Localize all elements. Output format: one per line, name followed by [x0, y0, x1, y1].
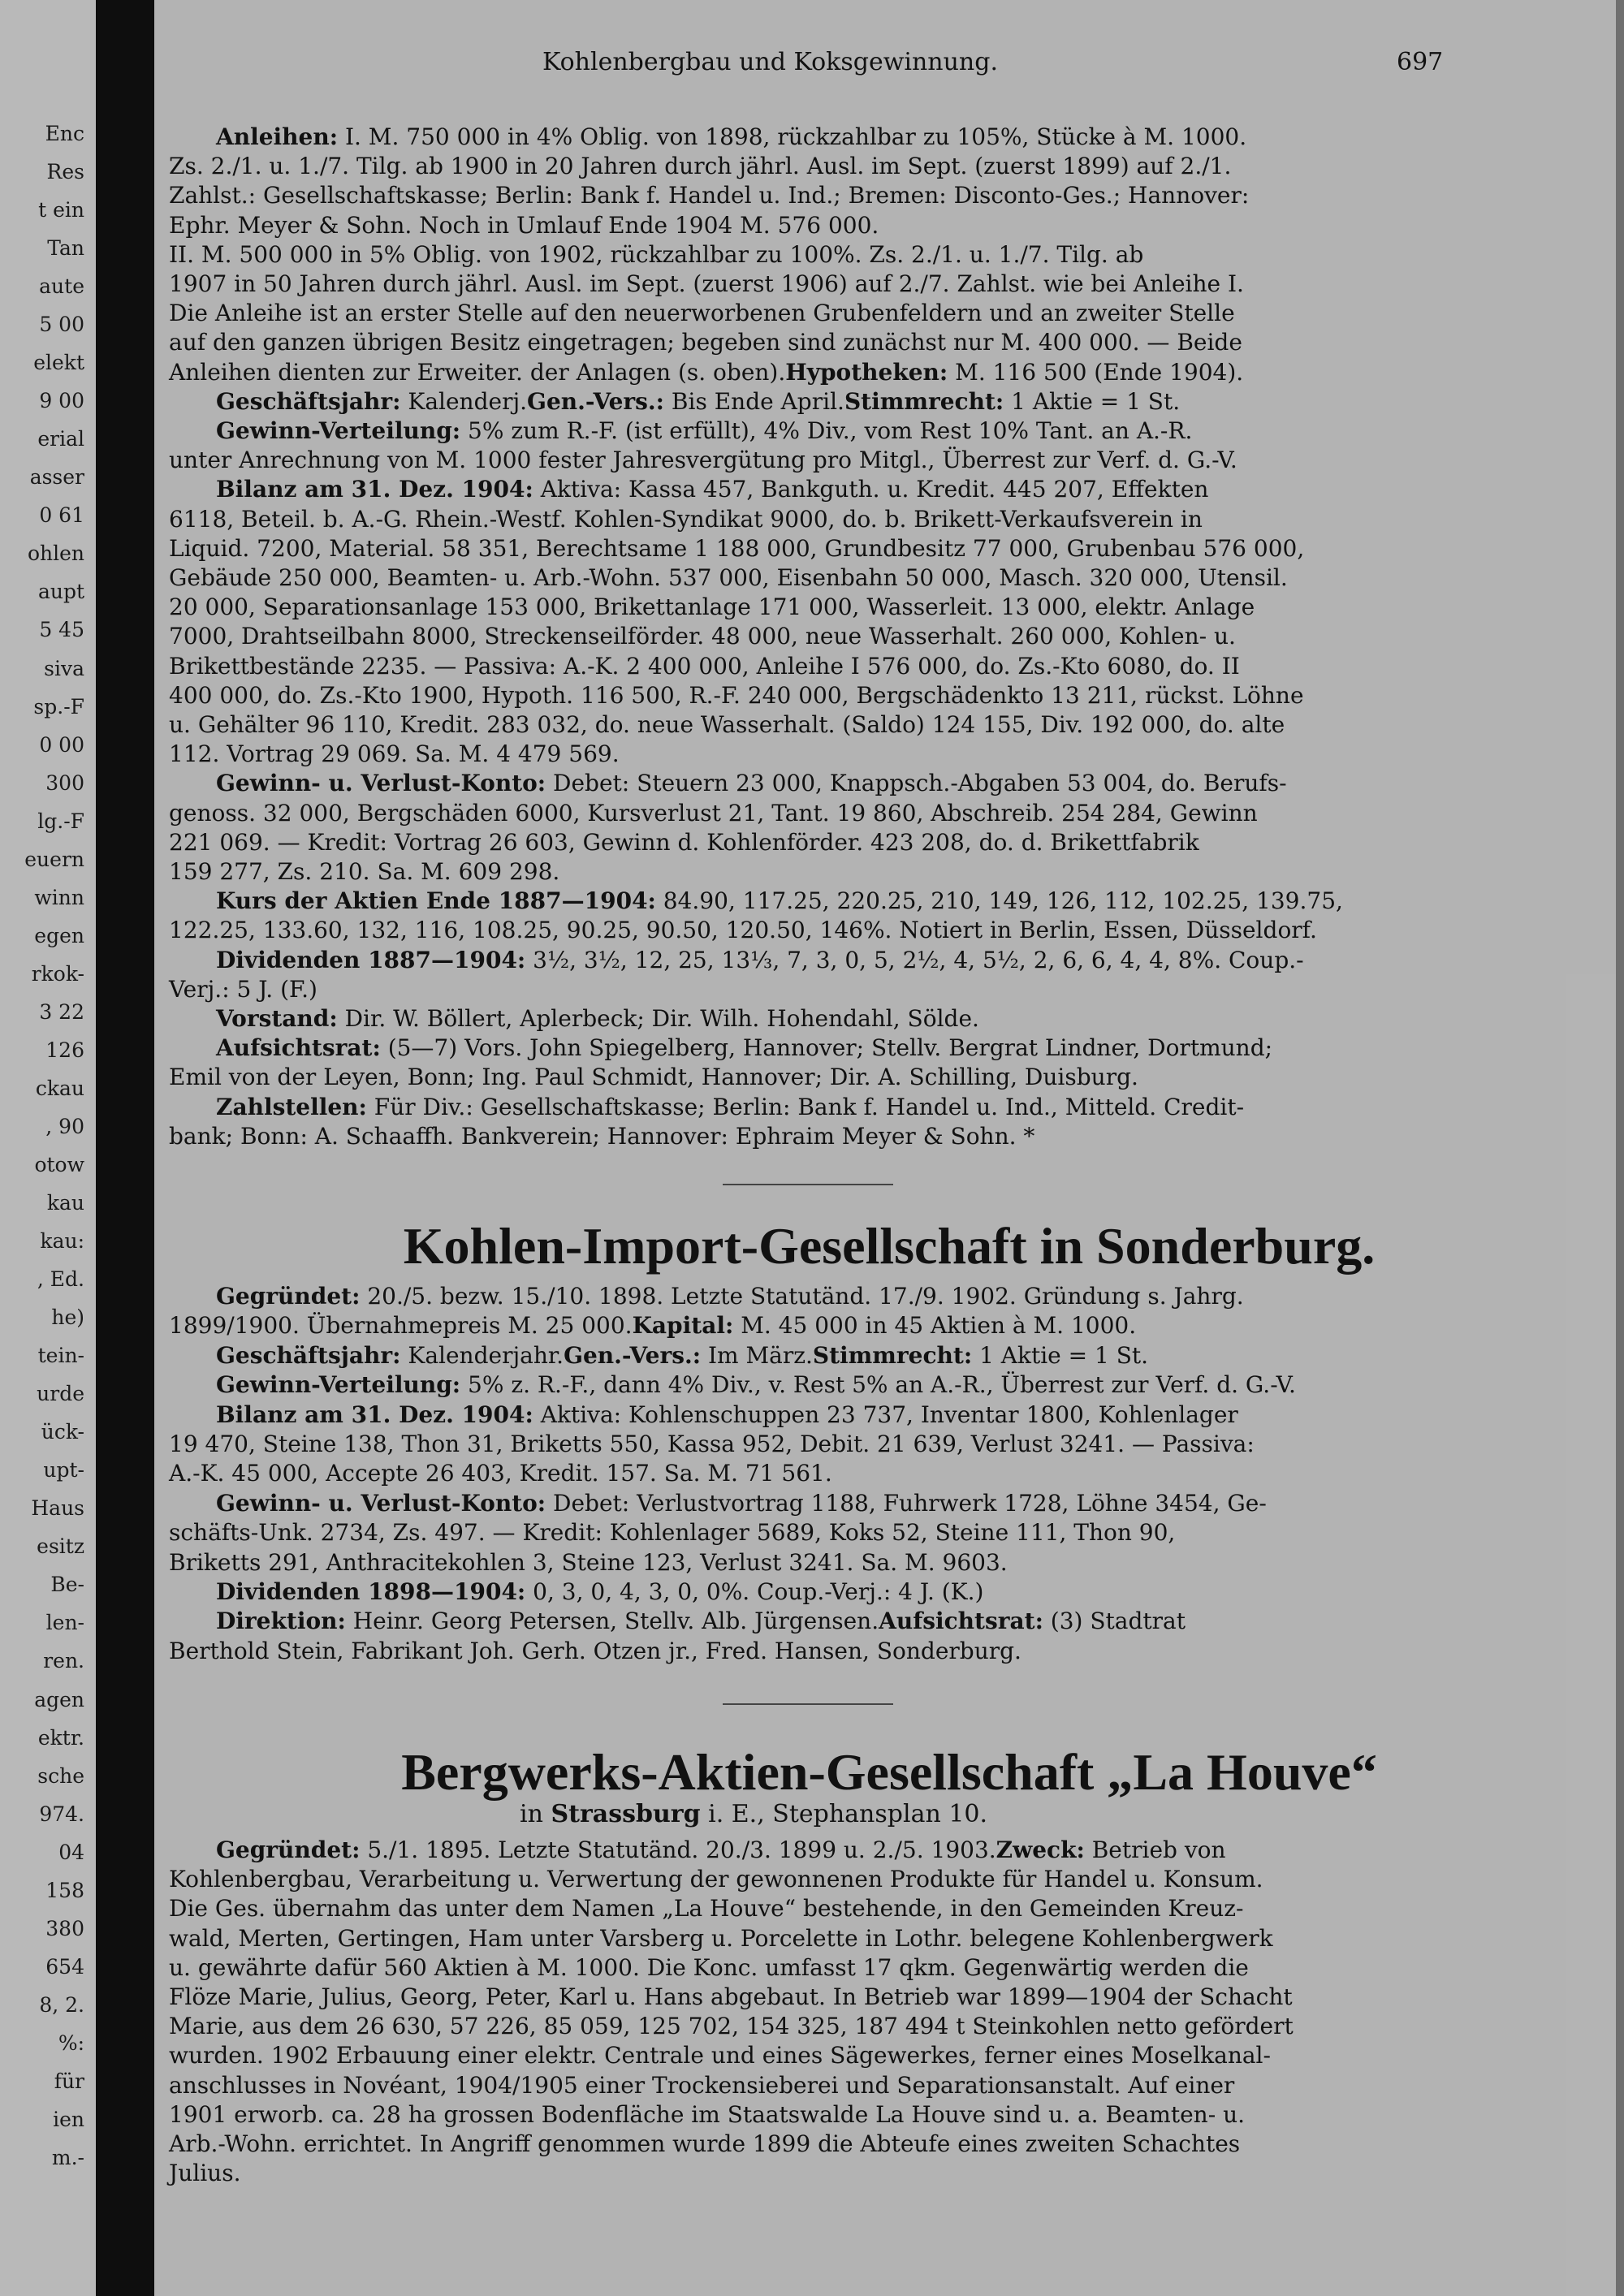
text-line	[169, 1895, 1244, 1922]
text-line	[216, 1578, 983, 1605]
field-label: Zweck:	[996, 1836, 1085, 1863]
left-page-fragment: 158	[45, 1878, 84, 1902]
field-text: Flöze Marie, Julius, Georg, Peter, Karl u. Hans abgebaut. In Betrieb war 1899—1904 der Schacht	[169, 1983, 1293, 2010]
text-line	[169, 447, 1237, 473]
field-label: Kapital:	[632, 1312, 734, 1340]
text-line	[169, 2072, 1234, 2099]
field-text: A.-K. 45 000, Accepte 26 403, Kredit. 157. Sa. M. 71 561.	[169, 1460, 832, 1487]
page-edge	[1616, 0, 1624, 2296]
field-text: Aktiva: Kassa 457, Bankguth. u. Kredit. 445 207, Effekten	[533, 476, 1209, 503]
section-divider	[723, 1184, 893, 1185]
field-text: Julius.	[169, 2160, 241, 2187]
field-text: Kohlenbergbau, Verarbeitung u. Verwertung der gewonnenen Produkte für Handel u. Konsum.	[169, 1866, 1263, 1893]
left-page-fragment: Enc	[45, 122, 84, 145]
left-page-fragment: he)	[51, 1306, 84, 1330]
field-text: Berthold Stein, Fabrikant Joh. Gerh. Otzen jr., Fred. Hansen, Sonderburg.	[169, 1637, 1021, 1664]
left-page-fragment: ück-	[41, 1420, 84, 1444]
left-page-fragment: 04	[58, 1840, 84, 1864]
field-text: 20./5. bezw. 15./10. 1898. Letzte Statutänd. 17./9. 1902. Gründung s. Jahrg.	[360, 1283, 1244, 1310]
left-page-fragment: Tan	[47, 236, 84, 261]
left-page-fragment: 380	[45, 1916, 84, 1940]
left-page-margin	[0, 0, 96, 2296]
text-line	[169, 976, 317, 1003]
text-line	[169, 829, 1199, 856]
text-line	[216, 1005, 979, 1032]
field-text: I. M. 750 000 in 4% Oblig. von 1898, rückzahlbar zu 105%, Stücke à M. 1000.	[338, 123, 1247, 150]
book-gutter	[96, 0, 154, 2296]
left-page-fragment: esitz	[37, 1534, 84, 1559]
field-text: Briketts 291, Anthracitekohlen 3, Steine 123, Verlust 3241. Sa. M. 9603.	[169, 1548, 1008, 1576]
paper-sheen	[1535, 974, 1624, 2296]
text-line	[169, 1925, 1273, 1952]
left-page-fragment: aupt	[37, 580, 84, 604]
text-line	[169, 858, 559, 885]
text-line	[169, 2101, 1245, 2128]
left-page-fragment: Haus	[31, 1496, 84, 1521]
field-text: 6118, Beteil. b. A.-G. Rhein.-Westf. Kohlen-Syndikat 9000, do. b. Brikett-Verkaufsverein in	[169, 505, 1203, 533]
text-line	[169, 535, 1304, 562]
field-text: Marie, aus dem 26 630, 57 226, 85 059, 125 702, 154 325, 187 494 t Steinkohlen netto gefördert	[169, 2013, 1294, 2040]
field-label: Gegründet:	[216, 1283, 361, 1310]
text-line	[169, 241, 1143, 268]
field-text: Verj.: 5 J. (F.)	[169, 975, 317, 1003]
field-text: 84.90, 117.25, 220.25, 210, 149, 126, 112, 102.25, 139.75,	[655, 887, 1343, 915]
subtitle-city: Strassburg	[551, 1800, 701, 1828]
left-page-fragment: ren.	[43, 1649, 84, 1673]
text-line	[216, 1401, 1238, 1428]
left-page-fragment: Res	[46, 160, 84, 184]
field-label: Zahlstellen:	[216, 1093, 367, 1120]
left-page-fragment: kau:	[40, 1229, 84, 1254]
field-label: Gen.-Vers.:	[564, 1341, 702, 1369]
text-line	[169, 1983, 1293, 2010]
field-text: 1901 erworb. ca. 28 ha grossen Bodenfläche im Staatswalde La Houve sind u. a. Beamten- u.	[169, 2100, 1245, 2128]
field-text: genoss. 32 000, Bergschäden 6000, Kursverlust 21, Tant. 19 860, Abschreib. 254 284, Gewinn	[169, 799, 1258, 826]
subtitle-suffix: i. E., Stephansplan 10.	[700, 1800, 988, 1828]
text-line	[169, 212, 879, 239]
field-label: Direktion:	[216, 1608, 346, 1635]
left-page-fragment: für	[54, 2069, 84, 2093]
left-page-fragment: t ein	[38, 198, 84, 222]
text-line	[169, 153, 1231, 179]
left-page-fragment: agen	[34, 1687, 84, 1711]
text-line	[169, 2160, 240, 2186]
left-page-fragment: , Ed.	[37, 1267, 84, 1292]
field-text: wald, Merten, Gertingen, Ham unter Varsberg u. Porcelette in Lothr. belegene Kohlenbergwerk	[169, 1924, 1273, 1952]
left-page-fragment: m.-	[51, 2145, 84, 2169]
field-text: M. 116 500 (Ende 1904).	[948, 358, 1244, 386]
field-text: 5./1. 1895. Letzte Statutänd. 20./3. 1899 u. 2./5. 1903.	[360, 1836, 996, 1863]
field-text: Betrieb von	[1084, 1836, 1226, 1863]
field-text: (3) Stadtrat	[1043, 1608, 1186, 1635]
left-page-fragment: 654	[45, 1954, 84, 1979]
left-page-fragment: euern	[24, 847, 84, 871]
field-text: 112. Vortrag 29 069. Sa. M. 4 479 569.	[169, 740, 620, 768]
field-text: Liquid. 7200, Material. 58 351, Berechtsame 1 188 000, Grundbesitz 77 000, Grubenbau 576 000,	[169, 534, 1305, 562]
field-text: Aktiva: Kohlenschuppen 23 737, Inventar 1800, Kohlenlager	[533, 1400, 1238, 1428]
text-line	[169, 1954, 1249, 1981]
field-label: Dividenden 1898—1904:	[216, 1578, 526, 1605]
text-line	[169, 917, 1317, 943]
text-line	[216, 1371, 1296, 1398]
field-text: anschlusses in Novéant, 1904/1905 einer Trockensieberei und Separationsanstalt. Auf einer	[169, 2071, 1235, 2099]
field-text: u. Gehälter 96 110, Kredit. 283 032, do. neue Wasserhalt. (Saldo) 124 155, Div. 192 000, do. alte	[169, 711, 1285, 738]
field-text: 400 000, do. Zs.-Kto 1900, Hypoth. 116 500, R.-F. 240 000, Bergschädenkto 13 211, rückst. Löhne	[169, 681, 1304, 709]
field-text: 1 Aktie = 1 St.	[972, 1341, 1149, 1369]
field-text: wurden. 1902 Erbauung einer elektr. Centrale und eines Sägewerkes, ferner eines Moselkanal-	[169, 2042, 1271, 2069]
field-text: 0, 3, 0, 4, 3, 0, 0%. Coup.-Verj.: 4 J. (K.)	[525, 1578, 984, 1605]
text-line	[216, 417, 1192, 444]
left-page-fragment: upt-	[43, 1458, 84, 1482]
left-page-fragment: 300	[45, 770, 84, 795]
field-text: Anleihen dienten zur Erweiter. der Anlagen (s. oben).	[169, 358, 786, 386]
text-line	[169, 653, 1240, 680]
field-label: Gewinn- u. Verlust-Konto:	[216, 1489, 546, 1517]
running-header: Kohlenbergbau und Koksgewinnung.	[542, 48, 998, 76]
field-text: Debet: Verlustvortrag 1188, Fuhrwerk 1728, Löhne 3454, Ge-	[546, 1489, 1267, 1517]
field-label: Aufsichtsrat:	[216, 1034, 381, 1062]
left-page-fragment: sche	[37, 1763, 84, 1788]
field-label: Anleihen:	[216, 123, 339, 150]
left-page-fragment: len-	[45, 1611, 84, 1635]
field-text: Heinr. Georg Petersen, Stellv. Alb. Jürgensen.	[345, 1608, 879, 1635]
field-text: auf den ganzen übrigen Besitz eingetragen; begeben sind zunächst nur M. 400 000. — Beide	[169, 329, 1242, 356]
text-line	[169, 1312, 1136, 1339]
text-line	[169, 593, 1255, 620]
field-text: Kalenderj.	[400, 387, 528, 415]
text-line	[169, 2013, 1294, 2039]
field-text: Debet: Steuern 23 000, Knappsch.-Abgaben 53 004, do. Berufs-	[546, 770, 1287, 797]
left-page-fragment: aute	[39, 274, 84, 299]
text-line	[169, 506, 1203, 533]
field-text: Arb.-Wohn. errichtet. In Angriff genommen wurde 1899 die Abteufe eines zweiten Schachtes	[169, 2130, 1241, 2157]
text-line	[169, 1638, 1021, 1664]
left-page-fragment: lg.-F	[37, 809, 84, 833]
field-text: Emil von der Leyen, Bonn; Ing. Paul Schmidt, Hannover; Dir. A. Schilling, Duisburg.	[169, 1064, 1138, 1091]
text-line	[216, 1094, 1244, 1120]
field-text: Gebäude 250 000, Beamten- u. Arb.-Wohn. 537 000, Eisenbahn 50 000, Masch. 320 000, Utensil.	[169, 564, 1288, 591]
left-page-fragment: tein-	[37, 1344, 84, 1368]
field-text: schäfts-Unk. 2734, Zs. 497. — Kredit: Kohlenlager 5689, Koks 52, Steine 111, Thon 90,	[169, 1519, 1176, 1547]
left-page-fragment: winn	[34, 885, 84, 909]
left-page-fragment: 0 61	[39, 503, 84, 528]
field-text: 3½, 3½, 12, 25, 13⅓, 7, 3, 0, 5, 2½, 4, 5½, 2, 6, 6, 4, 4, 8%. Coup.-	[525, 946, 1304, 973]
left-page-fragment: urde	[37, 1382, 84, 1406]
subtitle-prefix: in	[520, 1800, 551, 1828]
section-divider	[723, 1703, 893, 1705]
field-label: Bilanz am 31. Dez. 1904:	[216, 1400, 533, 1428]
text-line	[169, 564, 1288, 591]
field-label: Gen.-Vers.:	[527, 387, 665, 415]
field-text: 159 277, Zs. 210. Sa. M. 609 298.	[169, 858, 560, 885]
text-line	[169, 1123, 1034, 1150]
field-label: Gegründet:	[216, 1836, 361, 1863]
field-label: Geschäftsjahr:	[216, 1341, 401, 1369]
field-text: 5% zum R.-F. (ist erfüllt), 4% Div., vom Rest 10% Tant. an A.-R.	[460, 417, 1193, 444]
text-line	[169, 2130, 1240, 2157]
text-line	[169, 2042, 1271, 2069]
text-line	[216, 887, 1343, 914]
field-text: Die Anleihe ist an erster Stelle auf den neuerworbenen Grubenfeldern und an zweiter Stelle	[169, 300, 1235, 327]
left-page-fragment: 126	[45, 1038, 84, 1062]
field-text: u. gewährte dafür 560 Aktien à M. 1000. Die Konc. umfasst 17 qkm. Gegenwärtig werden die	[169, 1953, 1249, 1981]
company3-title: Bergwerks-Aktien-Gesellschaft „La Houve“	[401, 1743, 1377, 1801]
left-page-fragment: 3 22	[39, 999, 84, 1024]
left-page-fragment: %:	[58, 2031, 84, 2055]
text-line	[216, 1034, 1272, 1061]
left-page-fragment: siva	[44, 656, 84, 680]
field-text: Dir. W. Böllert, Aplerbeck; Dir. Wilh. Hohendahl, Sölde.	[337, 1005, 979, 1032]
field-text: 7000, Drahtseilbahn 8000, Streckenseilförder. 48 000, neue Wasserhalt. 260 000, Kohlen- u.	[169, 623, 1236, 650]
left-page-fragment: asser	[29, 465, 84, 490]
left-page-fragment: ohlen	[27, 542, 84, 566]
field-label: Vorstand:	[216, 1005, 338, 1032]
text-line	[169, 623, 1236, 650]
field-label: Hypotheken:	[785, 358, 948, 386]
field-label: Gewinn- u. Verlust-Konto:	[216, 770, 546, 797]
text-line	[169, 1866, 1263, 1892]
left-page-fragment: 5 45	[39, 618, 84, 642]
field-text: 221 069. — Kredit: Vortrag 26 603, Gewinn d. Kohlenförder. 423 208, do. d. Brikettfabrik	[169, 828, 1199, 856]
company2-title: Kohlen-Import-Gesellschaft in Sonderburg.	[403, 1217, 1376, 1275]
left-page-fragment: rkok-	[31, 961, 84, 986]
text-line	[169, 1549, 1008, 1576]
field-text: M. 45 000 in 45 Aktien à M. 1000.	[733, 1312, 1137, 1340]
text-line	[216, 1342, 1148, 1369]
text-line	[216, 123, 1246, 150]
field-text: 1 Aktie = 1 St.	[1004, 387, 1181, 415]
text-line	[169, 329, 1242, 356]
field-label: Dividenden 1887—1904:	[216, 946, 526, 973]
text-line	[169, 682, 1304, 709]
field-label: Gewinn-Verteilung:	[216, 1371, 461, 1399]
text-line	[169, 800, 1258, 826]
field-text: unter Anrechnung von M. 1000 fester Jahresvergütung pro Mitgl., Überrest zur Verf. d. G.-V.	[169, 447, 1237, 474]
document-page	[154, 0, 1624, 2296]
text-line	[216, 1490, 1267, 1517]
left-page-fragment: sp.-F	[33, 694, 84, 719]
field-text: Bis Ende April.	[664, 387, 844, 415]
field-label: Aufsichtsrat:	[879, 1608, 1043, 1635]
text-line	[216, 1283, 1244, 1310]
field-text: Zahlst.: Gesellschaftskasse; Berlin: Bank f. Handel u. Ind.; Bremen: Disconto-Ges.; Hannover:	[169, 182, 1250, 209]
text-line	[216, 947, 1304, 973]
field-label: Stimmrecht:	[844, 387, 1004, 415]
left-page-fragment: 974.	[39, 1802, 84, 1826]
text-line	[169, 740, 620, 767]
left-page-fragment: otow	[34, 1153, 84, 1176]
text-line	[169, 1064, 1138, 1090]
left-page-fragment: , 90	[45, 1114, 84, 1138]
left-page-fragment: Be-	[50, 1573, 84, 1597]
field-label: Geschäftsjahr:	[216, 387, 401, 415]
company3-subtitle	[520, 1801, 987, 1828]
field-text: (5—7) Vors. John Spiegelberg, Hannover; Stellv. Bergrat Lindner, Dortmund;	[380, 1034, 1273, 1062]
field-text: bank; Bonn: A. Schaaffh. Bankverein; Hannover: Ephraim Meyer & Sohn. *	[169, 1122, 1035, 1150]
left-page-fragment: elekt	[33, 351, 84, 375]
left-page-fragment: 0 00	[39, 732, 84, 757]
field-label: Bilanz am 31. Dez. 1904:	[216, 476, 533, 503]
text-line	[169, 711, 1285, 738]
field-text: 19 470, Steine 138, Thon 31, Briketts 550, Kassa 952, Debit. 21 639, Verlust 3241. — Passiva:	[169, 1431, 1255, 1457]
field-text: Kalenderjahr.	[400, 1341, 564, 1369]
field-text: 1899/1900. Übernahmepreis M. 25 000.	[169, 1312, 633, 1340]
text-line	[169, 270, 1244, 297]
text-line	[216, 770, 1287, 796]
left-page-fragment: 9 00	[39, 389, 84, 413]
field-text: Brikettbestände 2235. — Passiva: A.-K. 2 400 000, Anleihe I 576 000, do. Zs.-Kto 6080, do. II	[169, 652, 1240, 680]
field-text: Im März.	[701, 1341, 813, 1369]
field-label: Kurs der Aktien Ende 1887—1904:	[216, 887, 656, 915]
text-line	[169, 1431, 1255, 1457]
left-page-fragment: erial	[37, 427, 84, 451]
text-line	[169, 300, 1235, 326]
field-text: Für Div.: Gesellschaftskasse; Berlin: Bank f. Handel u. Ind., Mitteld. Credit-	[366, 1093, 1245, 1120]
field-text: II. M. 500 000 in 5% Oblig. von 1902, rückzahlbar zu 100%. Zs. 2./1. u. 1./7. Tilg. ab	[169, 240, 1144, 268]
field-label: Gewinn-Verteilung:	[216, 417, 461, 444]
field-text: Ephr. Meyer & Sohn. Noch in Umlauf Ende 1904 M. 576 000.	[169, 211, 879, 239]
left-page-fragment: kau	[46, 1191, 84, 1215]
left-page-fragment: ektr.	[37, 1725, 84, 1750]
text-line	[216, 388, 1180, 415]
text-line	[169, 1460, 832, 1487]
field-text: 122.25, 133.60, 132, 116, 108.25, 90.25, 90.50, 120.50, 146%. Notiert in Berlin, Essen, Düsseldorf.	[169, 917, 1317, 944]
text-line	[216, 1836, 1226, 1863]
field-text: 1907 in 50 Jahren durch jährl. Ausl. im Sept. (zuerst 1906) auf 2./7. Zahlst. wie bei Anleihe I.	[169, 270, 1244, 297]
left-page-fragment: 5 00	[39, 313, 84, 337]
left-page-fragment: ien	[53, 2107, 84, 2131]
left-page-fragment: 8, 2.	[39, 1992, 84, 2017]
field-label: Stimmrecht:	[812, 1341, 973, 1369]
text-line	[169, 1519, 1175, 1546]
left-page-fragment: ckau	[35, 1076, 84, 1100]
page-number: 697	[1397, 48, 1444, 76]
field-text: Die Ges. übernahm das unter dem Namen „La Houve“ bestehende, in den Gemeinden Kreuz-	[169, 1895, 1244, 1923]
text-line	[216, 476, 1208, 503]
field-text: Zs. 2./1. u. 1./7. Tilg. ab 1900 in 20 Jahren durch jährl. Ausl. im Sept. (zuerst 1899) auf 2./1.	[169, 153, 1232, 180]
field-text: 20 000, Separationsanlage 153 000, Brikettanlage 171 000, Wasserleit. 13 000, elektr. Anlage	[169, 593, 1255, 621]
field-text: 5% z. R.-F., dann 4% Div., v. Rest 5% an A.-R., Überrest zur Verf. d. G.-V.	[460, 1371, 1296, 1399]
text-line	[169, 359, 1243, 386]
text-line	[216, 1608, 1186, 1634]
text-line	[169, 182, 1249, 209]
left-page-fragment: egen	[34, 923, 84, 947]
